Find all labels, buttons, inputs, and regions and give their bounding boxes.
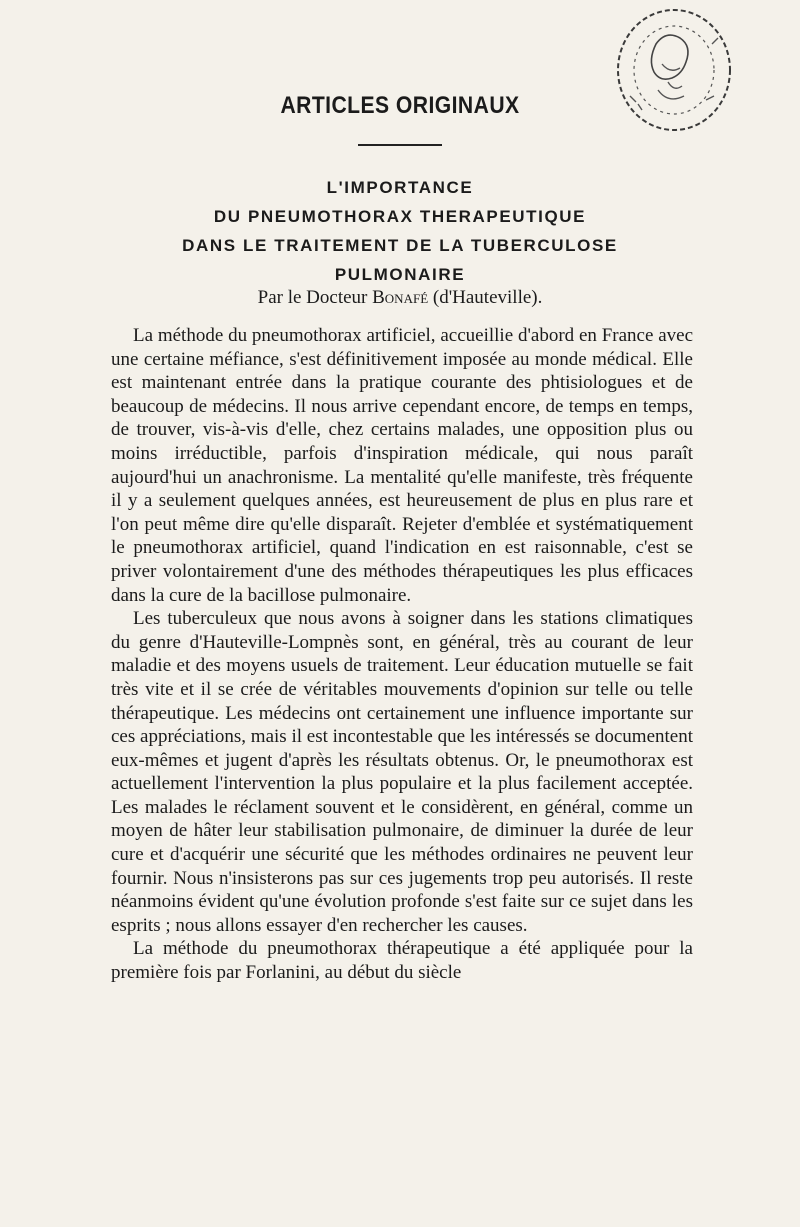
library-stamp-image — [608, 4, 736, 138]
author-location: (d'Hauteville). — [432, 287, 543, 308]
author-name: Bonafé — [372, 287, 429, 308]
paragraph: La méthode du pneumothorax artificiel, accueillie d'abord en France avec une certaine méfiance, s'est définitivement imposée au monde médical. Elle est maintenant entrée dans la pratique courante des phtisiologues et de beaucoup de médecins. Il nous arrive cependant encore, de temps en temps, de trouver, vis-à-vis d'elle, chez certains malades, une opposition plus ou moins irréductible, parfois d'inspiration médicale, qui nous paraît aujourd'hui un anachronisme. La mentalité qu'elle manifeste, très fréquente il y a seulement quelques années, est heureusement de plus en plus rare et l'on peut même dire qu'elle disparaît. Rejeter d'emblée et systématiquement le pneumothorax artificiel, quand l'indication en est raisonnable, c'est se priver volontairement d'une des méthodes thérapeutiques les plus efficaces dans la cure de la bacillose pulmonaire. — [111, 325, 693, 606]
byline-prefix: Par le Docteur — [257, 287, 368, 308]
article-title-line: L'IMPORTANCE — [326, 178, 474, 197]
article-title-line: DU PNEUMOTHORAX THERAPEUTIQUE — [213, 207, 587, 226]
section-heading: ARTICLES ORIGINAUX — [280, 92, 520, 119]
article-title-line: DANS LE TRAITEMENT DE LA TUBERCULOSE — [182, 236, 618, 255]
byline — [100, 287, 700, 309]
article-body — [111, 324, 693, 985]
library-stamp — [608, 4, 736, 138]
article-title — [100, 173, 700, 289]
paragraph: Les tuberculeux que nous avons à soigner dans les stations climatiques du genre d'Hauteville-Lompnès sont, en général, très au courant de leur maladie et des moyens usuels de traitement. Leur éducation mutuelle se fait très vite et il se crée de véritables mouvements d'opinion sur telle ou telle thérapeutique. Les médecins ont certainement une influence importante sur ces appréciations, mais il est incontestable que les intéressés se documentent eux-mêmes et jugent d'après les résultats obtenus. Or, le pneumothorax est actuellement l'intervention la plus populaire et la plus facilement acceptée. Les malades le réclament souvent et le considèrent, en général, comme un moyen de hâter leur stabilisation pulmonaire, de diminuer la durée de leur cure et d'acquérir une sécurité que les méthodes ordinaires ne peuvent leur fournir. Nous n'insisterons pas sur ces jugements trop peu autorisés. Il reste néanmoins évident qu'une évolution profonde s'est faite sur ce sujet dans les esprits ; nous allons essayer d'en rechercher les causes. — [111, 608, 693, 936]
article-title-line: PULMONAIRE — [334, 265, 466, 284]
paragraph: La méthode du pneumothorax thérapeutique a été appliquée pour la première fois par Forlanini, au début du siècle — [111, 938, 693, 984]
title-divider — [358, 144, 442, 146]
